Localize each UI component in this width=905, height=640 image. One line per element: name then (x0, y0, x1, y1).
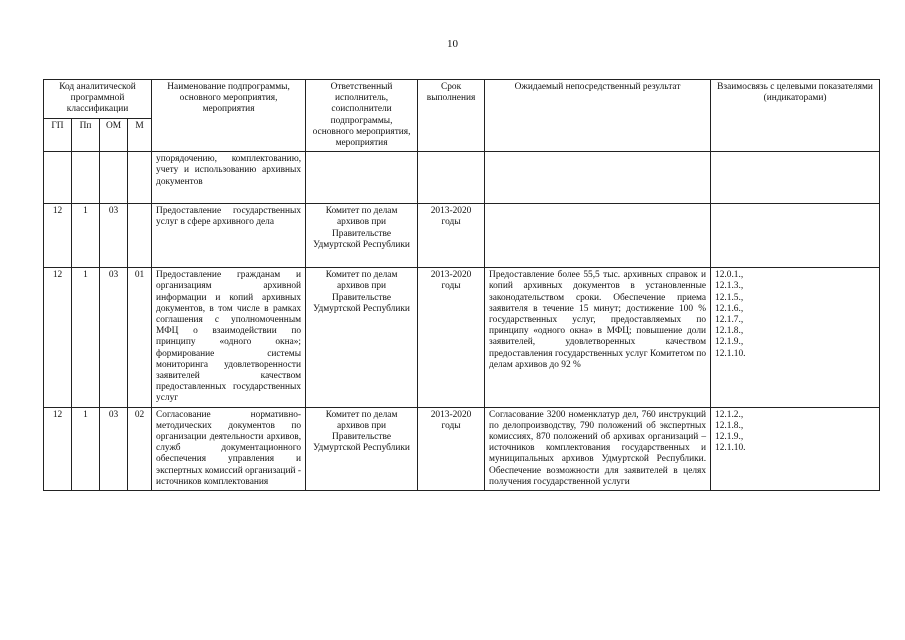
m-cell: 01 (128, 268, 152, 407)
indicator-item: 12.1.10. (715, 443, 746, 454)
executor-cell: Комитет по делам архивов при Правительстве Удмуртской Республики (306, 268, 418, 407)
m-cell (128, 204, 152, 268)
indicators-cell (711, 152, 880, 204)
om-cell: 03 (100, 407, 128, 490)
term-cell: 2013-2020 годы (418, 268, 485, 407)
gp-cell: 12 (44, 204, 72, 268)
om-cell (100, 152, 128, 204)
indicator-item: 12.1.6., (715, 303, 744, 314)
result-cell: Согласование 3200 номенклатур дел, 760 инструкций по делопроизводству, 790 положений об экспертных комиссиях, 870 положений об архивах организаций – источников комплектования государственных и муниципальных архивов Удмуртской Республики. Обеспечение возможности для заявителей в целях получения государственной услуги (485, 407, 711, 490)
indicator-item: 12.1.8., (715, 420, 744, 431)
result-cell: Предоставление более 55,5 тыс. архивных справок и копий архивных документов в установленные законодательством сроки. Обеспечение приема заявителя в течение 15 минут; достижение 100 % государственных услуг, предоставляемых по принципу «одного окна» в МФЦ; повышение доли заявителей, удовлетворенных качеством предоставления государственных услуг Комитетом по делам архивов до 92 % (485, 268, 711, 407)
pp-cell: 1 (72, 204, 100, 268)
name-cell: Предоставление государственных услуг в сфере архивного дела (152, 204, 306, 268)
table-row (44, 407, 880, 490)
executor-cell: Комитет по делам архивов при Правительстве Удмуртской Республики (306, 204, 418, 268)
indicators-cell (711, 407, 880, 490)
name-cell: Предоставление гражданам и организациям архивной информации и копий архивных документов, в том числе в рамках соглашения с уполномоченным МФЦ о взаимодействии по принципу «одного окна»; формирование системы мониторинга удовлетворенности заявителей качеством предоставленных государственных услуг (152, 268, 306, 407)
indicator-item: 12.1.9., (715, 337, 744, 348)
page-number: 10 (447, 38, 458, 50)
pp-cell: 1 (72, 268, 100, 407)
m-header: М (128, 119, 152, 152)
program-table (43, 79, 880, 491)
gp-cell: 12 (44, 407, 72, 490)
term-header: Срок выполнения (418, 80, 485, 152)
indicator-item: 12.1.5., (715, 292, 744, 303)
executor-cell: Комитет по делам архивов при Правительстве Удмуртской Республики (306, 407, 418, 490)
indicator-item: 12.1.9., (715, 432, 744, 443)
om-cell: 03 (100, 268, 128, 407)
term-cell: 2013-2020 годы (418, 204, 485, 268)
term-cell: 2013-2020 годы (418, 407, 485, 490)
indicator-item: 12.1.2., (715, 409, 744, 420)
indicators-cell (711, 268, 880, 407)
gp-cell (44, 152, 72, 204)
om-cell: 03 (100, 204, 128, 268)
result-header: Ожидаемый непосредственный результат (485, 80, 711, 152)
indicator-item: 12.1.7., (715, 315, 744, 326)
indicators-header: Взаимосвязь с целевыми показателями (индикаторами) (711, 80, 880, 152)
pp-cell: 1 (72, 407, 100, 490)
indicator-item: 12.1.10. (715, 348, 746, 359)
name-cell: Согласование нормативно-методических документов по организации деятельности архивов, служб документационного обеспечения управления и экспертных комиссий организаций - источников комплектования (152, 407, 306, 490)
m-cell (128, 152, 152, 204)
name-cell: упорядочению, комплектованию, учету и использованию архивных документов (152, 152, 306, 204)
gp-header: ГП (44, 119, 72, 152)
indicator-item: 12.1.3., (715, 281, 744, 292)
indicator-item: 12.1.8., (715, 326, 744, 337)
executor-cell (306, 152, 418, 204)
table-row (44, 268, 880, 407)
om-header: ОМ (100, 119, 128, 152)
code-group-header: Код аналитической программной классификации (44, 80, 152, 119)
pp-cell (72, 152, 100, 204)
executor-header: Ответственный исполнитель, соисполнители подпрограммы, основного мероприятия, мероприятия (306, 80, 418, 152)
gp-cell: 12 (44, 268, 72, 407)
indicators-cell (711, 204, 880, 268)
result-cell (485, 204, 711, 268)
indicator-item: 12.0.1., (715, 270, 744, 281)
term-cell (418, 152, 485, 204)
pp-header: Пп (72, 119, 100, 152)
result-cell (485, 152, 711, 204)
name-header: Наименование подпрограммы, основного мероприятия, мероприятия (152, 80, 306, 152)
table-row (44, 152, 880, 204)
table-row (44, 204, 880, 268)
m-cell: 02 (128, 407, 152, 490)
